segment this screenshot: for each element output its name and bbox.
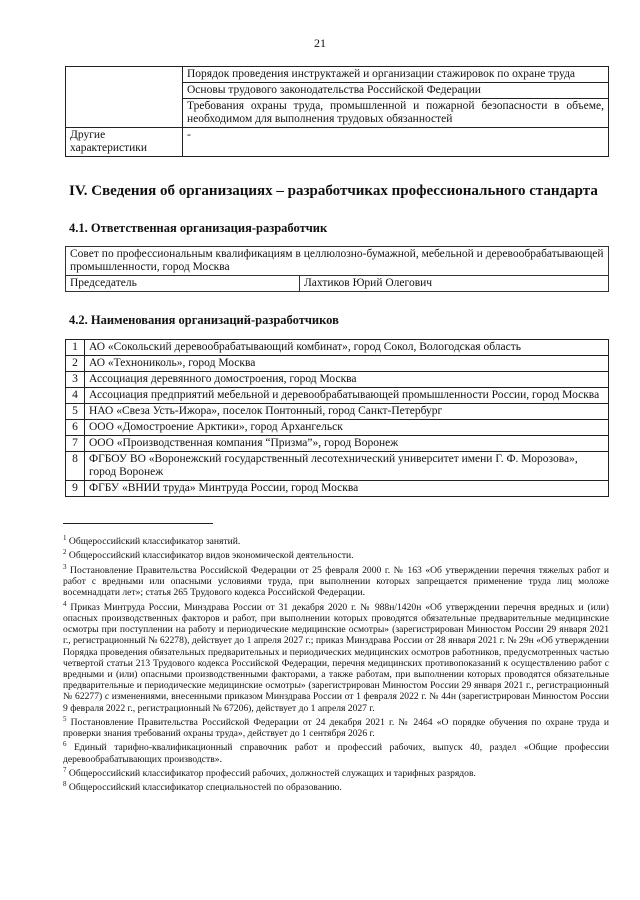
table-row (66, 276, 609, 292)
row-number: 7 (66, 436, 85, 452)
section-title: IV. Сведения об организациях – разработчиках профессионального стандарта (69, 183, 598, 199)
table-row (66, 436, 609, 452)
footnote-text: Общероссийский классификатор специальностей по образованию. (68, 782, 342, 794)
footnote-text: Постановление Правительства Российской Федерации от 25 февраля 2000 г. № 163 «Об утверждении перечня тяжелых работ и работ с вредными или опасными условиями труда, при выполнении которых запрещается применение труда лиц моложе восемнадцати лет»; статья 265 Трудового кодекса Российской Федерации. (63, 564, 609, 599)
table-row (66, 388, 609, 404)
table-cell: Требования охраны труда, промышленной и пожарной безопасности в объеме, необходимом для выполнения трудовых обязанностей (183, 99, 609, 128)
footnote (63, 765, 609, 779)
footnote-text: Постановление Правительства Российской Федерации от 24 декабря 2021 г. № 2464 «О порядке обучения по охране труда и проверки знания требований охраны труда», действует до 1 сентября 2026 г. (63, 716, 609, 740)
subsection-title-developer-orgs: 4.2. Наименования организаций-разработчиков (69, 313, 339, 327)
table-row (66, 128, 609, 157)
organization-name: ООО «Производственная компания “Призма”», город Воронеж (85, 436, 609, 452)
footnote-marker: 1 (63, 534, 67, 542)
footnote (63, 533, 609, 547)
table-row (66, 404, 609, 420)
page-number: 21 (314, 36, 326, 50)
table-row (66, 420, 609, 436)
table-row (66, 67, 609, 83)
subsection-title-responsible-org: 4.1. Ответственная организация-разработчик (69, 221, 328, 235)
row-number: 3 (66, 372, 85, 388)
row-number: 2 (66, 356, 85, 372)
row-label-other-characteristics: Другие характеристики (66, 128, 183, 157)
footnote-text: Приказ Минтруда России, Минздрава России от 31 декабря 2020 г. № 988н/1420н «Об утверждении перечня вредных и (или) опасных производственных факторов и работ, при выполнении которых проводятся обязательные предварительные медицинские осмотры при поступлении на работу и периодические медицинские осмотры» (зарегистрирован Минюстом России 29 января 2021 г., регистрационный № 62278), действует до 1 апреля 2027 г.; приказ Минздрава России от 28 января 2021 г. № 29н «Об утверждении Порядка проведения обязательных предварительных и периодических медицинских осмотров работников, предусмотренных частью четвертой статьи 213 Трудового кодекса Российской Федерации, перечня медицинских противопоказаний к осуществлению работ с вредными и (или) опасными производственными факторами, а также работам, при выполнении которых проводятся обязательные предварительные и периодические медицинские осмотры» (зарегистрирован Минюстом России 29 января 2021 г., регистрационный № 62277) с изменениями, внесенными приказом Минздрава России от 1 февраля 2022 г. № 44н (зарегистрирован Минюстом России 9 февраля 2022 г., регистрационный № 67206), действует до 1 апреля 2027 г. (63, 601, 609, 714)
table-row (66, 452, 609, 481)
organization-name: ФГБОУ ВО «Воронежский государственный лесотехнический университет имени Г. Ф. Морозова», город Воронеж (85, 452, 609, 481)
footnote (63, 562, 609, 599)
footnote-marker: 4 (63, 599, 67, 608)
footnote-divider (63, 523, 213, 524)
table-cell: Порядок проведения инструктажей и организации стажировок по охране труда (183, 67, 609, 83)
footnote-marker: 8 (63, 780, 67, 789)
role-label: Председатель (66, 276, 300, 292)
organization-name: Совет по профессиональным квалификациям в целлюлозно-бумажной, мебельной и деревообрабатывающей промышленности, город Москва (66, 247, 609, 276)
organization-name: НАО «Свеза Усть-Ижора», поселок Понтонный, город Санкт-Петербург (85, 404, 609, 420)
footnote-marker: 3 (63, 562, 67, 571)
table-row (66, 247, 609, 276)
row-number: 1 (66, 340, 85, 356)
table-row (66, 356, 609, 372)
table-cell-empty (66, 67, 183, 128)
table-cell: - (183, 128, 609, 157)
footnote-marker: 6 (63, 740, 67, 749)
organization-name: АО «Сокольский деревообрабатывающий комбинат», город Сокол, Вологодская область (85, 340, 609, 356)
footnote-text: Единый тарифно-квалификационный справочник работ и профессий рабочих, выпуск 40, раздел «Общие профессии деревообрабатывающих производств». (63, 742, 609, 765)
footnotes (63, 533, 609, 794)
organization-name: Ассоциация предприятий мебельной и деревообрабатывающей промышленности России, город Москва (85, 388, 609, 404)
row-number: 9 (66, 481, 85, 497)
table-row (66, 481, 609, 497)
footnote-marker: 5 (63, 714, 67, 723)
footnote-text: Общероссийский классификатор профессий рабочих, должностей служащих и тарифных разрядов. (68, 768, 476, 780)
footnote (63, 714, 609, 740)
footnote-text: Общероссийский классификатор занятий. (68, 536, 241, 548)
footnote-text: Общероссийский классификатор видов экономической деятельности. (68, 550, 354, 562)
organization-name: АО «Технониколь», город Москва (85, 356, 609, 372)
row-number: 6 (66, 420, 85, 436)
row-number: 5 (66, 404, 85, 420)
footnote (63, 599, 609, 714)
person-name: Лахтиков Юрий Олегович (300, 276, 609, 292)
footnote (63, 739, 609, 765)
row-number: 4 (66, 388, 85, 404)
responsible-organization-table (65, 246, 609, 292)
footnote (63, 547, 609, 561)
footnote-marker: 2 (63, 548, 67, 557)
row-number: 8 (66, 452, 85, 481)
footnote (63, 779, 609, 793)
qualification-requirements-table (65, 66, 609, 157)
developer-organizations-table (65, 339, 609, 497)
table-row (66, 372, 609, 388)
table-cell: Основы трудового законодательства Российской Федерации (183, 83, 609, 99)
footnote-marker: 7 (63, 765, 67, 774)
organization-name: ФГБУ «ВНИИ труда» Минтруда России, город Москва (85, 481, 609, 497)
table-row (66, 340, 609, 356)
organization-name: Ассоциация деревянного домостроения, город Москва (85, 372, 609, 388)
organization-name: ООО «Домостроение Арктики», город Архангельск (85, 420, 609, 436)
